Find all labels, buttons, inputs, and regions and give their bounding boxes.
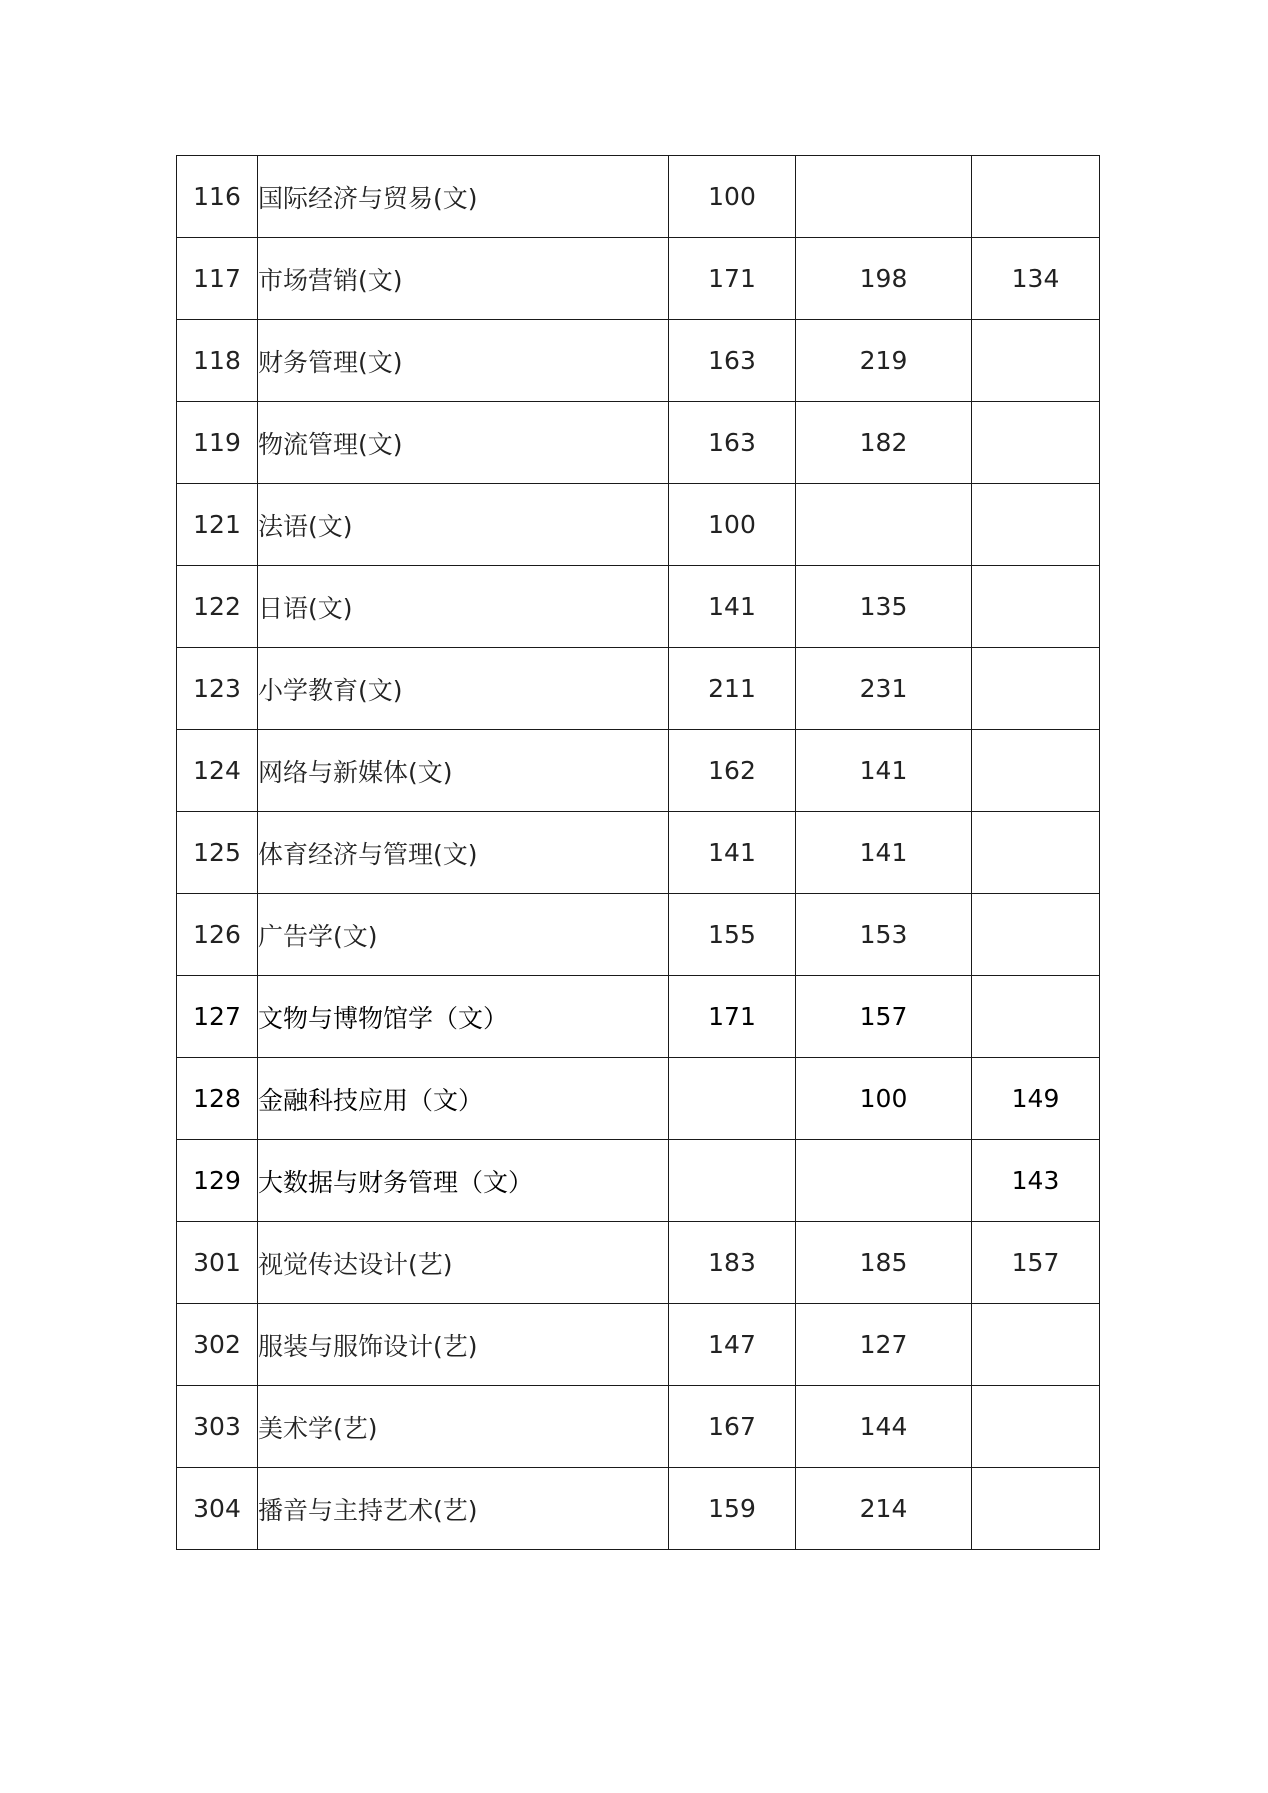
table-row [177, 1140, 1100, 1222]
major-name-cell: 日语(文) [258, 566, 669, 648]
score-cell-a: 183 [669, 1222, 796, 1304]
score-cell-c [972, 320, 1100, 402]
major-code-cell: 123 [177, 648, 258, 730]
score-cell-b: 182 [796, 402, 972, 484]
major-name-cell: 播音与主持艺术(艺) [258, 1468, 669, 1550]
major-code-cell: 117 [177, 238, 258, 320]
table-row [177, 976, 1100, 1058]
score-cell-c: 149 [972, 1058, 1100, 1140]
major-name-cell: 财务管理(文) [258, 320, 669, 402]
score-cell-a [669, 1058, 796, 1140]
major-name-cell: 文物与博物馆学（文） [258, 976, 669, 1058]
major-name-cell: 美术学(艺) [258, 1386, 669, 1468]
score-cell-b: 185 [796, 1222, 972, 1304]
major-code-cell: 128 [177, 1058, 258, 1140]
score-cell-c [972, 648, 1100, 730]
major-code-cell: 302 [177, 1304, 258, 1386]
major-name-cell: 视觉传达设计(艺) [258, 1222, 669, 1304]
score-cell-a: 100 [669, 484, 796, 566]
table-row [177, 484, 1100, 566]
major-code-cell: 118 [177, 320, 258, 402]
score-cell-b: 144 [796, 1386, 972, 1468]
major-code-cell: 303 [177, 1386, 258, 1468]
score-cell-a: 141 [669, 566, 796, 648]
major-name-cell: 国际经济与贸易(文) [258, 156, 669, 238]
score-cell-a: 147 [669, 1304, 796, 1386]
score-cell-c: 134 [972, 238, 1100, 320]
table-row [177, 648, 1100, 730]
score-cell-b [796, 1140, 972, 1222]
score-cell-b: 100 [796, 1058, 972, 1140]
score-cell-b: 127 [796, 1304, 972, 1386]
major-code-cell: 129 [177, 1140, 258, 1222]
score-cell-a: 163 [669, 402, 796, 484]
score-cell-b: 198 [796, 238, 972, 320]
major-code-cell: 127 [177, 976, 258, 1058]
major-code-cell: 301 [177, 1222, 258, 1304]
score-cell-c [972, 484, 1100, 566]
major-name-cell: 物流管理(文) [258, 402, 669, 484]
table-row [177, 156, 1100, 238]
major-name-cell: 广告学(文) [258, 894, 669, 976]
major-name-cell: 金融科技应用（文） [258, 1058, 669, 1140]
score-cell-c [972, 566, 1100, 648]
score-cell-b: 141 [796, 730, 972, 812]
major-name-cell: 大数据与财务管理（文） [258, 1140, 669, 1222]
table-row [177, 894, 1100, 976]
score-cell-c [972, 976, 1100, 1058]
score-cell-b: 135 [796, 566, 972, 648]
major-name-cell: 小学教育(文) [258, 648, 669, 730]
score-cell-b: 141 [796, 812, 972, 894]
score-cell-c [972, 1468, 1100, 1550]
score-cell-b: 153 [796, 894, 972, 976]
score-cell-a: 141 [669, 812, 796, 894]
score-cell-a: 211 [669, 648, 796, 730]
score-cell-a: 155 [669, 894, 796, 976]
major-code-cell: 126 [177, 894, 258, 976]
major-code-cell: 125 [177, 812, 258, 894]
table-row [177, 402, 1100, 484]
score-cell-c [972, 730, 1100, 812]
score-cell-b: 231 [796, 648, 972, 730]
major-code-cell: 119 [177, 402, 258, 484]
major-name-cell: 网络与新媒体(文) [258, 730, 669, 812]
score-cell-b: 219 [796, 320, 972, 402]
score-cell-b [796, 156, 972, 238]
score-cell-a: 100 [669, 156, 796, 238]
score-cell-b [796, 484, 972, 566]
major-name-cell: 服装与服饰设计(艺) [258, 1304, 669, 1386]
score-cell-c [972, 894, 1100, 976]
table-row [177, 1222, 1100, 1304]
score-cell-b: 157 [796, 976, 972, 1058]
table-row [177, 812, 1100, 894]
score-cell-c: 143 [972, 1140, 1100, 1222]
major-code-cell: 122 [177, 566, 258, 648]
major-name-cell: 体育经济与管理(文) [258, 812, 669, 894]
table-row [177, 566, 1100, 648]
major-code-cell: 121 [177, 484, 258, 566]
score-cell-a: 162 [669, 730, 796, 812]
table-row [177, 320, 1100, 402]
score-table [176, 155, 1100, 1550]
table-row [177, 1304, 1100, 1386]
table-row [177, 730, 1100, 812]
score-cell-c [972, 156, 1100, 238]
score-cell-b: 214 [796, 1468, 972, 1550]
score-cell-a: 167 [669, 1386, 796, 1468]
score-cell-c [972, 812, 1100, 894]
score-cell-c: 157 [972, 1222, 1100, 1304]
major-code-cell: 116 [177, 156, 258, 238]
score-cell-c [972, 1304, 1100, 1386]
score-cell-a: 171 [669, 238, 796, 320]
score-cell-c [972, 1386, 1100, 1468]
major-name-cell: 市场营销(文) [258, 238, 669, 320]
major-code-cell: 304 [177, 1468, 258, 1550]
table-row [177, 238, 1100, 320]
table-row [177, 1468, 1100, 1550]
score-cell-c [972, 402, 1100, 484]
table-row [177, 1386, 1100, 1468]
table-row [177, 1058, 1100, 1140]
major-name-cell: 法语(文) [258, 484, 669, 566]
score-cell-a: 163 [669, 320, 796, 402]
table-body [177, 156, 1100, 1550]
major-code-cell: 124 [177, 730, 258, 812]
score-cell-a: 159 [669, 1468, 796, 1550]
score-cell-a [669, 1140, 796, 1222]
score-cell-a: 171 [669, 976, 796, 1058]
